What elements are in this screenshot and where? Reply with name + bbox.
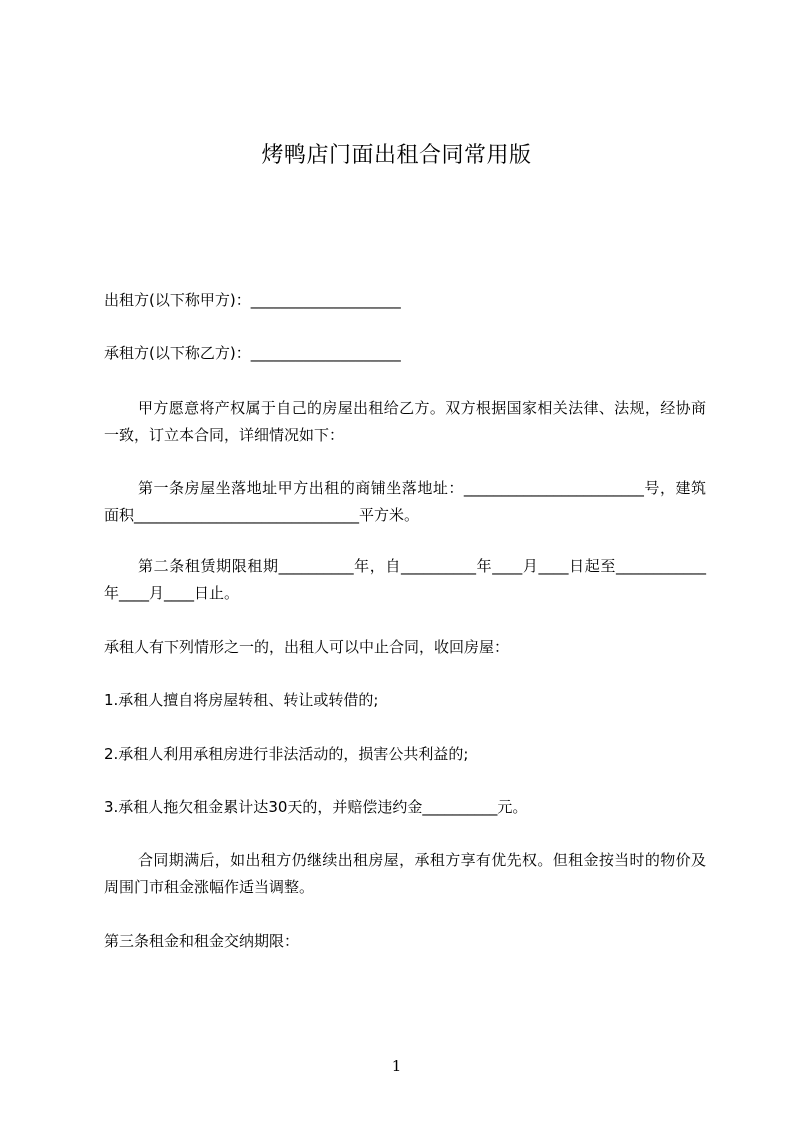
lessee-line: 承租方(以下称乙方)：____________________ bbox=[104, 344, 401, 362]
condition-1: 1.承租人擅自将房屋转租、转让或转借的; bbox=[104, 691, 379, 709]
condition-3: 3.承租人拖欠租金累计达30天的，并赔偿违约金__________元。 bbox=[104, 798, 528, 816]
article-2-lease-term: 第二条租赁期限租期__________年，自__________年____月____日起至____________年____月____日止。 bbox=[104, 557, 706, 602]
article-1-address: 第一条房屋坐落地址甲方出租的商铺坐落地址：________________________号，建筑面积______________________________平方米。 bbox=[104, 479, 706, 524]
article-3-heading: 第三条租金和租金交纳期限： bbox=[104, 932, 300, 950]
lessor-line: 出租方(以下称甲方)：____________________ bbox=[104, 291, 401, 309]
renewal-paragraph: 合同期满后，如出租方仍继续出租房屋，承租方享有优先权。但租金按当时的物价及周围门市租金涨幅作适当调整。 bbox=[104, 851, 706, 896]
termination-conditions-heading: 承租人有下列情形之一的，出租人可以中止合同，收回房屋： bbox=[104, 638, 510, 656]
condition-2: 2.承租人利用承租房进行非法活动的，损害公共利益的; bbox=[104, 745, 469, 763]
intro-paragraph: 甲方愿意将产权属于自己的房屋出租给乙方。双方根据国家相关法律、法规，经协商一致，订立本合同，详细情况如下： bbox=[104, 399, 706, 444]
document-title: 烤鸭店门面出租合同常用版 bbox=[261, 143, 532, 168]
page-number: 1 bbox=[391, 1057, 402, 1075]
